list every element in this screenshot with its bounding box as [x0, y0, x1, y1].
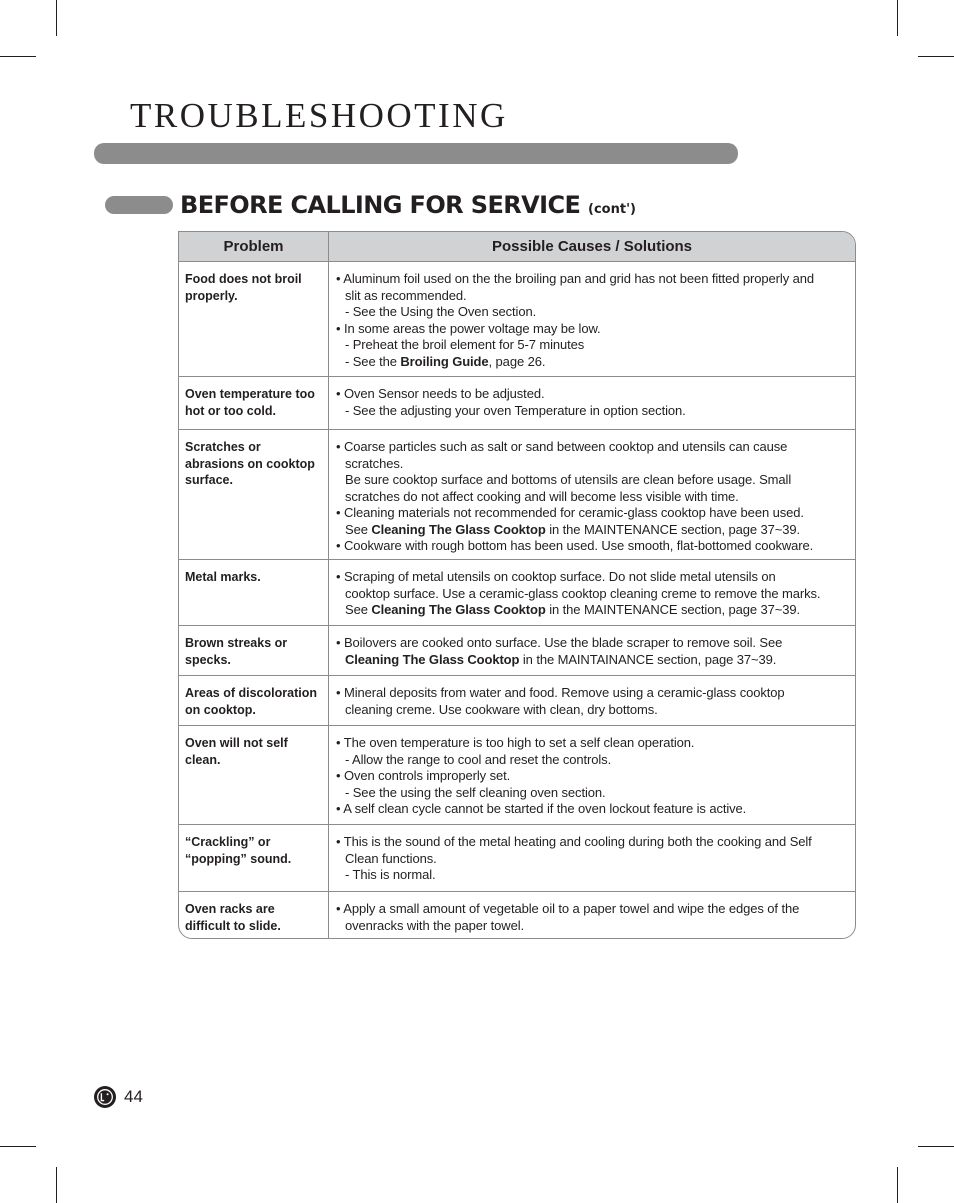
solution-cell: [329, 626, 856, 676]
solution-line: [336, 834, 851, 851]
solution-text: - See the Using the Oven section.: [345, 304, 537, 319]
column-header-problem: Problem: [179, 232, 329, 262]
reference-emphasis: Cleaning The Glass Cooktop: [345, 651, 520, 667]
solution-line: [336, 785, 851, 802]
solution-text: • The oven temperature is too high to set a self clean operation.: [336, 735, 695, 750]
solution-line: [336, 337, 851, 354]
solution-line: [336, 602, 851, 619]
table-row: [179, 377, 855, 430]
solution-line: [336, 304, 851, 321]
solution-text: in the MAINTENANCE section, page 37~39.: [545, 602, 801, 617]
table-row: [179, 676, 855, 726]
solution-text: ovenracks with the paper towel.: [345, 917, 524, 933]
section-title: [180, 192, 636, 218]
problem-text: properly.: [185, 288, 238, 303]
solution-text: • Scraping of metal utensils on cooktop surface. Do not slide metal utensils on: [336, 569, 776, 584]
solution-cell: [329, 560, 856, 626]
crop-mark: [56, 1167, 57, 1203]
reference-emphasis: Broiling Guide: [400, 353, 489, 369]
table-row: [179, 430, 855, 560]
solution-text: - Allow the range to cool and reset the controls.: [345, 751, 612, 767]
solution-text: • A self clean cycle cannot be started if the oven lockout feature is active.: [336, 801, 747, 816]
problem-text: Metal marks.: [185, 570, 261, 584]
solution-line: [336, 851, 851, 868]
problem-cell: [179, 262, 329, 377]
solution-line: [336, 635, 851, 652]
solution-cell: [329, 825, 856, 892]
solution-text: • In some areas the power voltage may be low.: [336, 320, 601, 336]
table-header-row: [179, 232, 855, 262]
solution-cell: [329, 430, 856, 560]
solution-line: [336, 685, 851, 702]
table-row: [179, 892, 855, 940]
solution-cell: [329, 676, 856, 726]
solution-cell: [329, 892, 856, 940]
solution-text: • Boilovers are cooked onto surface. Use the blade scraper to remove soil. See: [336, 635, 783, 650]
solution-text: • Oven Sensor needs to be adjusted.: [336, 386, 545, 401]
crop-mark: [918, 56, 954, 57]
table-row: [179, 626, 855, 676]
solution-line: [336, 901, 851, 918]
problem-text: Brown streaks or: [185, 636, 288, 650]
solution-text: • Mineral deposits from water and food. Remove using a ceramic-glass cooktop: [336, 685, 785, 700]
solution-text: in the MAINTENANCE section, page 37~39.: [545, 521, 801, 537]
solution-line: [336, 652, 851, 669]
lg-logo-icon: [94, 1086, 116, 1108]
solution-line: [336, 586, 851, 603]
solution-line: [336, 354, 851, 371]
solution-line: [336, 505, 851, 522]
problem-cell: [179, 726, 329, 825]
solution-line: [336, 569, 851, 586]
solution-line: [336, 288, 851, 305]
solution-text: - See the using the self cleaning oven section.: [345, 784, 606, 800]
solution-line: [336, 386, 851, 403]
solution-text: - This is normal.: [345, 867, 436, 882]
problem-text: Oven racks are: [185, 902, 275, 916]
solution-text: • Coarse particles such as salt or sand between cooktop and utensils can cause: [336, 439, 788, 454]
solution-cell: [329, 726, 856, 825]
solution-cell: [329, 377, 856, 430]
solution-text: • Apply a small amount of vegetable oil to a paper towel and wipe the edges of the: [336, 901, 800, 916]
problem-text: Oven will not self: [185, 736, 288, 750]
problem-cell: [179, 626, 329, 676]
problem-text: Scratches or: [185, 440, 261, 454]
problem-text: on cooktop.: [185, 702, 256, 717]
problem-cell: [179, 825, 329, 892]
solution-text: See: [345, 602, 372, 617]
solution-text: Clean functions.: [345, 850, 437, 866]
table-row: [179, 262, 855, 377]
solution-text: in the MAINTAINANCE section, page 37~39.: [519, 651, 777, 667]
solution-text: • Cookware with rough bottom has been used. Use smooth, flat-bottomed cookware.: [336, 538, 814, 553]
problem-text: “popping” sound.: [185, 851, 292, 866]
problem-cell: [179, 430, 329, 560]
reference-emphasis: Cleaning The Glass Cooktop: [371, 602, 546, 617]
crop-mark: [897, 1167, 898, 1203]
solution-line: [336, 768, 851, 785]
solution-text: - See the adjusting your oven Temperature in option section.: [345, 402, 686, 418]
solution-text: cleaning creme. Use cookware with clean, dry bottoms.: [345, 701, 658, 717]
problem-text: clean.: [185, 752, 221, 767]
solution-line: [336, 752, 851, 769]
solution-line: [336, 456, 851, 473]
table-row: [179, 726, 855, 825]
problem-text: abrasions on cooktop: [185, 456, 315, 471]
solution-line: [336, 472, 851, 489]
solution-text: cooktop surface. Use a ceramic-glass cooktop cleaning creme to remove the marks.: [345, 585, 821, 601]
solution-line: [336, 918, 851, 935]
crop-mark: [0, 1146, 36, 1147]
solution-text: See: [345, 521, 372, 537]
problem-text: specks.: [185, 652, 231, 667]
problem-cell: [179, 560, 329, 626]
solution-line: [336, 735, 851, 752]
problem-text: Food does not broil: [185, 272, 302, 286]
solution-text: - See the: [345, 353, 401, 369]
table-row: [179, 560, 855, 626]
table-row: [179, 825, 855, 892]
problem-text: difficult to slide.: [185, 918, 281, 933]
solution-text: , page 26.: [488, 353, 546, 369]
solution-line: [336, 702, 851, 719]
solution-text: scratches.: [345, 455, 404, 471]
solution-text: - Preheat the broil element for 5-7 minutes: [345, 337, 585, 352]
column-header-solutions: Possible Causes / Solutions: [329, 232, 856, 262]
solution-text: • Cleaning materials not recommended for ceramic-glass cooktop have been used.: [336, 505, 804, 520]
solution-text: • This is the sound of the metal heating and cooling during both the cooking and Self: [336, 834, 812, 849]
solution-text: • Oven controls improperly set.: [336, 768, 511, 783]
solution-text: scratches do not affect cooking and will become less visible with time.: [345, 488, 739, 504]
problem-cell: [179, 892, 329, 940]
solution-text: slit as recommended.: [345, 287, 467, 303]
crop-mark: [918, 1146, 954, 1147]
solution-line: [336, 867, 851, 884]
title-divider-bar: [94, 143, 738, 164]
section-title-suffix: (cont'): [588, 202, 637, 217]
page-number: 44: [124, 1087, 143, 1106]
solution-line: [336, 439, 851, 456]
solution-line: [336, 271, 851, 288]
page-title: TROUBLESHOOTING: [130, 96, 508, 135]
solution-line: [336, 538, 851, 555]
problem-cell: [179, 676, 329, 726]
solution-line: [336, 801, 851, 818]
solution-cell: [329, 262, 856, 377]
section-title-text: BEFORE CALLING FOR SERVICE: [180, 191, 581, 219]
solution-text: Be sure cooktop surface and bottoms of utensils are clean before usage. Small: [345, 472, 792, 487]
crop-mark: [897, 0, 898, 36]
problem-text: surface.: [185, 473, 233, 487]
solution-line: [336, 403, 851, 420]
crop-mark: [56, 0, 57, 36]
problem-text: Areas of discoloration: [185, 686, 317, 700]
solution-line: [336, 321, 851, 338]
problem-text: “Crackling” or: [185, 835, 271, 849]
troubleshooting-table: [178, 231, 856, 939]
problem-text: hot or too cold.: [185, 403, 276, 418]
section-marker: [105, 196, 173, 214]
table-body: [179, 262, 855, 940]
solution-text: • Aluminum foil used on the the broiling pan and grid has not been fitted properly and: [336, 271, 814, 286]
problem-text: Oven temperature too: [185, 387, 315, 401]
reference-emphasis: Cleaning The Glass Cooktop: [371, 521, 546, 537]
crop-mark: [0, 56, 36, 57]
solution-line: [336, 522, 851, 539]
solution-line: [336, 489, 851, 506]
problem-cell: [179, 377, 329, 430]
